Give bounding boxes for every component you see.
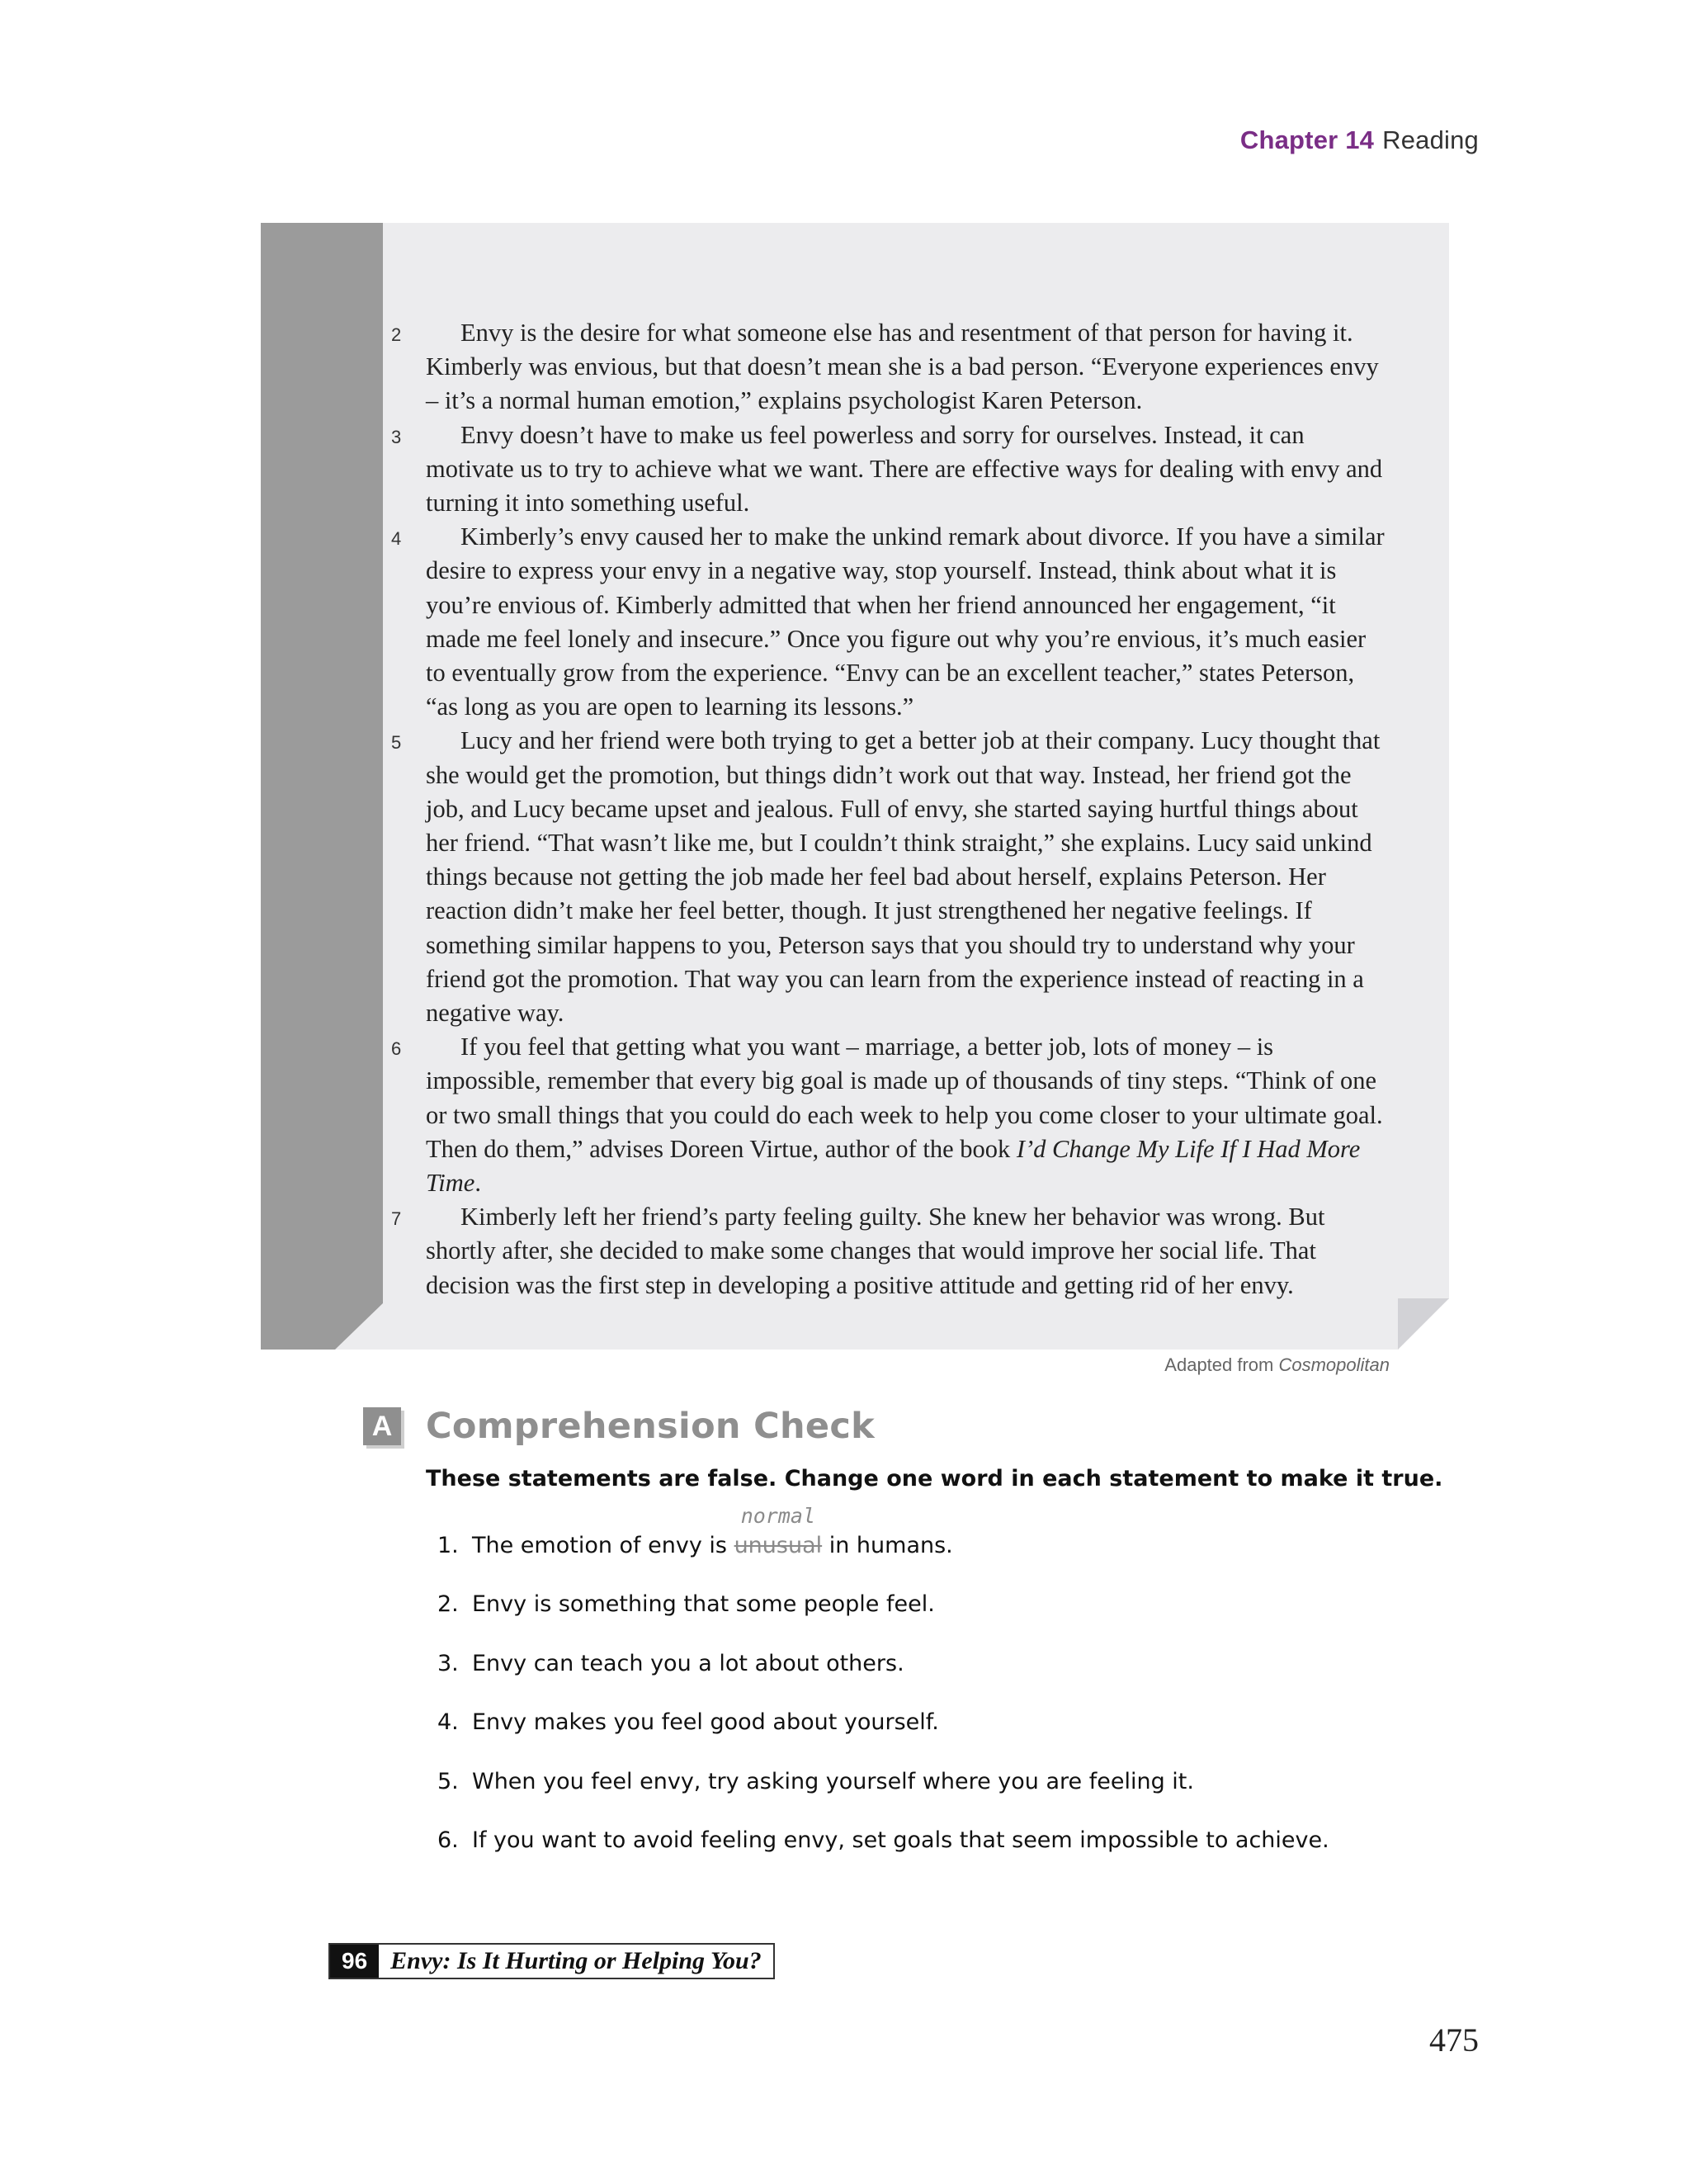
chapter-label: Chapter 14 — [1239, 125, 1375, 154]
paragraph — [391, 418, 1391, 521]
item-number: 1. — [437, 1533, 459, 1558]
section-title: Comprehension Check — [426, 1406, 876, 1447]
item-text: Envy makes you feel good about yourself. — [472, 1709, 939, 1736]
list-item — [437, 1648, 1329, 1707]
section-label: Reading — [1382, 125, 1479, 154]
list-item — [437, 1504, 1329, 1589]
list-item — [437, 1825, 1329, 1884]
exercise-instructions: These statements are false. Change one word in each statement to make it true. — [426, 1466, 1443, 1491]
source-credit — [1164, 1354, 1390, 1376]
paragraph — [391, 1030, 1391, 1200]
item-text: When you feel envy, try asking yourself where you are feeling it. — [472, 1768, 1194, 1794]
paragraph — [391, 1200, 1391, 1302]
paragraph-text-end: . — [474, 1169, 481, 1198]
paragraph-text: Envy is the desire for what someone else has and resentment of that person for having it. Kimberly was envious, but that doesn’t mean she is a bad person. “Everyone experiences envy – it’s a normal human emotion,” explains psychologist Karen Peterson. — [426, 319, 1379, 415]
paragraph — [391, 520, 1391, 724]
item-number: 4. — [437, 1709, 459, 1736]
item-number: 3. — [437, 1650, 459, 1676]
struck-word-text: unusual — [734, 1533, 823, 1558]
list-item — [437, 1589, 1329, 1647]
unit-number: 96 — [330, 1945, 379, 1978]
paragraph-text: If you feel that getting what you want – marriage, a better job, lots of money – is impossible, remember that every big goal is made up of thousands of tiny steps. “Think of one or two small things that you could do each week to help you come closer to your ultimate goal. Then do them,” advises Doreen Virtue, author of the book — [426, 1033, 1383, 1163]
page-number: 475 — [1429, 2021, 1479, 2059]
list-item — [437, 1707, 1329, 1766]
paragraph-text: Lucy and her friend were both trying to get a better job at their company. Lucy thought that she would get the promotion, but things didn’t work out that way. Instead, her friend got the job, and Lucy became upset and jealous. Full of envy, she started saying hurtful things about her friend. “That wasn’t like me, but I couldn’t think straight,” she explains. Lucy said unkind things because not getting the job made her feel bad about herself, explains Peterson. Her reaction didn’t make her feel better, though. It just strengthened her negative feelings. If something similar happens to you, Peterson says that you should try to understand why your friend got the promotion. That way you can learn from the experience instead of reacting in a negative way. — [426, 726, 1381, 1028]
reading-sidebar-bar — [261, 223, 383, 1350]
reading-text — [391, 316, 1391, 1302]
item-text-end: in humans. — [822, 1533, 953, 1558]
item-number: 6. — [437, 1827, 459, 1853]
paragraph-number: 2 — [391, 324, 402, 345]
paragraph-number: 4 — [391, 528, 402, 550]
paragraph-number: 6 — [391, 1038, 402, 1060]
paragraph — [391, 724, 1391, 1030]
item-number: 2. — [437, 1591, 459, 1618]
credit-prefix: Adapted from — [1164, 1354, 1279, 1375]
section-letter-badge: A — [363, 1407, 401, 1445]
list-item — [437, 1766, 1329, 1825]
running-head — [1240, 125, 1479, 155]
paragraph-text: Kimberly’s envy caused her to make the unkind remark about divorce. If you have a similar desire to express your envy in a negative way, stop yourself. Instead, think about what it is you’re envious of. Kimberly admitted that when her friend announced her engagement, “it made me feel lonely and insecure.” Once you figure out why you’re envious, it’s much easier to eventually grow from the experience. “Envy can be an excellent teacher,” states Peterson, “as long as you are open to learning its lessons.” — [426, 522, 1385, 721]
paragraph-text: Kimberly left her friend’s party feeling guilty. She knew her behavior was wrong. But shortly after, she decided to make some changes that would improve her social life. That decision was the first step in developing a positive attitude and getting rid of her envy. — [426, 1203, 1325, 1299]
item-text: Envy is something that some people feel. — [472, 1591, 935, 1618]
unit-title: Envy: Is It Hurting or Helping You? — [390, 1947, 762, 1974]
handwritten-correction: normal — [740, 1504, 815, 1528]
item-text: The emotion of envy is — [472, 1533, 734, 1558]
unit-footer — [328, 1943, 775, 1979]
struck-word — [734, 1504, 823, 1562]
item-text: If you want to avoid feeling envy, set goals that seem impossible to achieve. — [472, 1827, 1329, 1853]
section-heading — [363, 1406, 875, 1447]
paragraph-number: 5 — [391, 732, 402, 754]
item-text: Envy can teach you a lot about others. — [472, 1650, 904, 1676]
paragraph-number: 3 — [391, 426, 402, 447]
statement-list — [437, 1504, 1329, 1884]
paragraph-number: 7 — [391, 1208, 402, 1230]
book-title: I’d Change My Life If I Had More Time — [426, 1134, 1361, 1198]
paragraph — [391, 316, 1391, 418]
paragraph-text: Envy doesn’t have to make us feel powerless and sorry for ourselves. Instead, it can motivate us to try to achieve what we want. There are effective ways for dealing with envy and turning it into something useful. — [426, 420, 1383, 518]
credit-source: Cosmopolitan — [1278, 1354, 1390, 1375]
item-number: 5. — [437, 1768, 459, 1794]
page-curl-right — [1398, 1298, 1449, 1350]
